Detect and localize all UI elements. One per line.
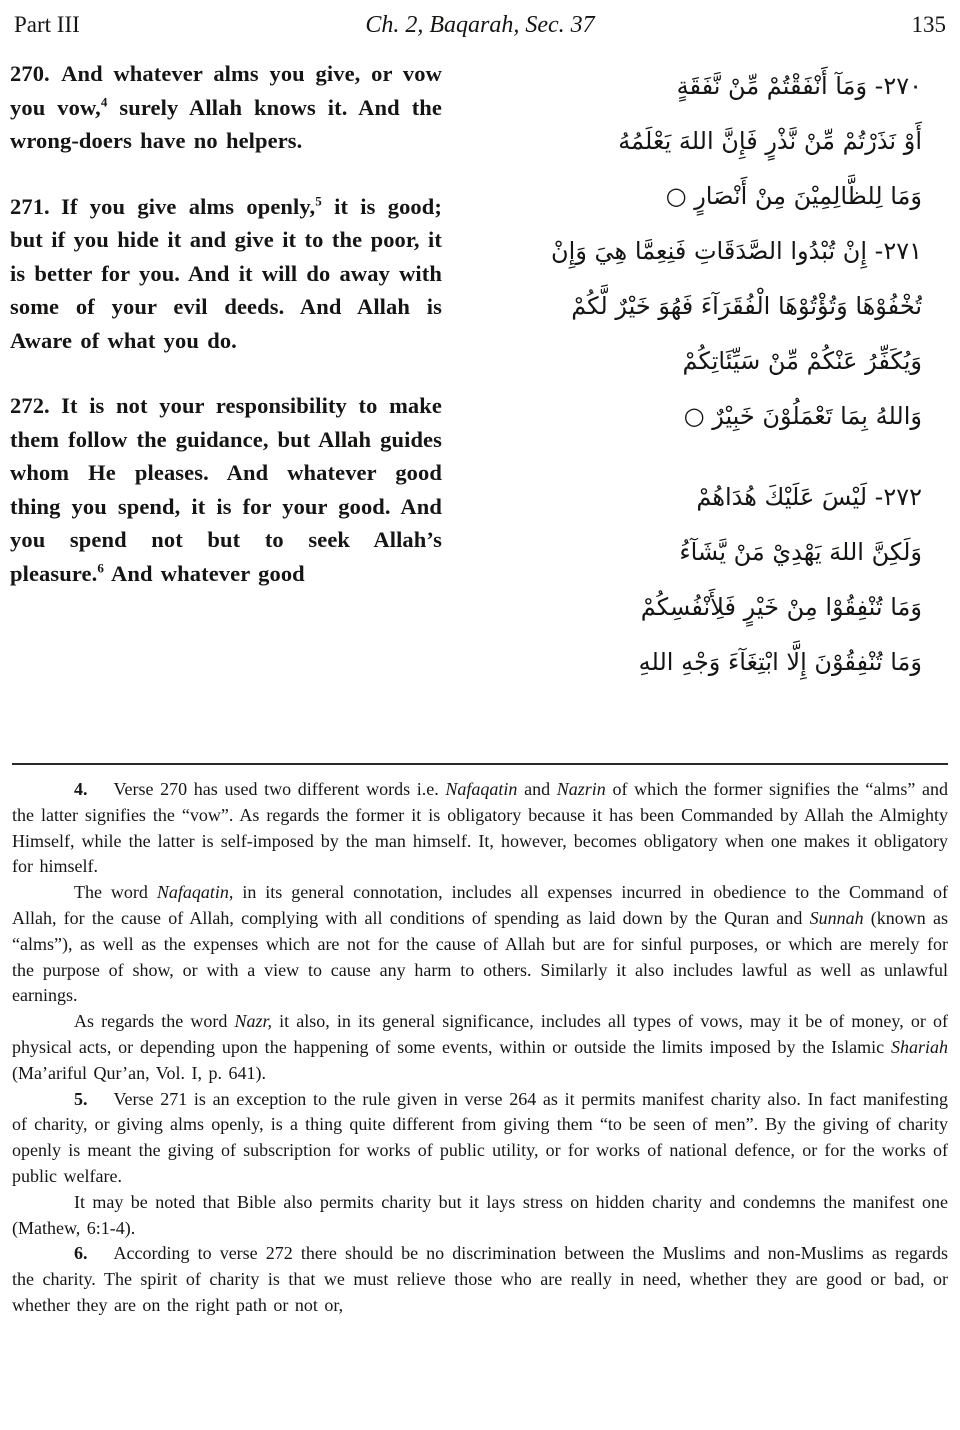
- arabic-line: وَمَا لِلظَّالِمِيْنَ مِنْ أَنْصَارٍ ○: [665, 182, 922, 210]
- verse-272-english: 272. It is not your responsibility to make them follow the guidance, but Allah guides whom He pleases. And whatever good thing you spend, it is for your good. And you spend not but to seek Allah’s pleasure.$^6$ And whatever good: [10, 393, 442, 586]
- verse-271-arabic: [442, 224, 922, 444]
- arabic-line: تُخْفُوْهَا وَتُؤْتُوْهَا الْفُقَرَآءَ فَهُوَ خَيْرٌ لَّكُمْ: [571, 292, 922, 320]
- footnote-4-paragraph-2: The word Nafaqatin, in its general connotation, includes all expenses incurred in obedience to the Command of Allah, for the cause of Allah, complying with all conditions of spending as laid down by the Quran and Sunnah (known as “alms”), as well as the expenses which are not for the cause of Allah but are for sinful purposes, or which are merely for the purpose of show, or with a view to cause any harm to others. Similarly it also includes lawful as well as unlawful earnings.: [12, 882, 948, 1006]
- arabic-line: وَلَكِنَّ اللهَ يَهْدِيْ مَنْ يَّشَآءُ: [679, 538, 922, 566]
- arabic-line: ٢٧٠- وَمَآ أَنْفَقْتُمْ مِّنْ نَّفَقَةٍ: [676, 72, 922, 100]
- arabic-line: وَيُكَفِّرُ عَنْكُمْ مِّنْ سَيِّئَاتِكُمْ: [682, 347, 922, 375]
- arabic-line: وَاللهُ بِمَا تَعْمَلُوْنَ خَبِيْرٌ ○: [683, 402, 922, 430]
- part-label: Part III: [14, 12, 80, 37]
- footnote-4-paragraph-3: As regards the word Nazr, it also, in its general significance, includes all types of vows, may it be of money, or of physical acts, or depending upon the happening of some events, within or outside the limits imposed by the Islamic Shariah (Ma’ariful Qur’an, Vol. I, p. 641).: [12, 1011, 948, 1083]
- footnote-4-paragraph-1: 4. Verse 270 has used two different words i.e. Nafaqatin and Nazrin of which the former signifies the “alms” and the latter signifies the “vow”. As regards the former it is obligatory because it has been Commanded by Allah the Almighty Himself, while the latter is self-imposed by the man himself. It, however, becomes obligatory when one makes it obligatory for himself.: [12, 779, 948, 877]
- footnote-6-paragraph-1: 6. According to verse 272 there should be no discrimination between the Muslims and non-Muslims as regards the charity. The spirit of charity is that we must relieve those who are really in need, whether they are good or bad, or whether they are on the right path or not or,: [12, 1243, 948, 1315]
- arabic-line: ٢٧١- إِنْ تُبْدُوا الصَّدَقَاتِ فَنِعِمَّا هِيَ وَإِنْ: [551, 237, 922, 265]
- english-translation-column: [10, 57, 442, 757]
- arabic-line: ٢٧٢- لَيْسَ عَلَيْكَ هُدَاهُمْ: [696, 483, 922, 511]
- arabic-line: أَوْ نَذَرْتُمْ مِّنْ نَّذْرٍ فَإِنَّ اللهَ يَعْلَمُهُ: [618, 127, 922, 155]
- footnote-divider: [12, 763, 948, 765]
- verse-270-english: 270. And whatever alms you give, or vow you vow,$^4$ surely Allah knows it. And the wrong-doers have no helpers.: [10, 61, 442, 153]
- verse-272-arabic: [442, 470, 922, 690]
- verse-section: [10, 57, 950, 757]
- page-number: 135: [911, 12, 946, 37]
- verse-271-english: 271. If you give alms openly,$^5$ it is good; but if you hide it and give it to the poor, it is better for you. And it will do away with some of your evil deeds. And Allah is Aware of what you do.: [10, 193, 442, 353]
- arabic-line: وَمَا تُنْفِقُوْا مِنْ خَيْرٍ فَلِأَنْفُسِكُمْ: [640, 593, 922, 621]
- arabic-text-column: [442, 57, 950, 757]
- footnotes-section: [10, 777, 950, 1319]
- verse-270-arabic: [442, 59, 922, 224]
- page-header: [10, 8, 950, 45]
- arabic-line: وَمَا تُنْفِقُوْنَ إِلَّا ابْتِغَآءَ وَجْهِ اللهِ: [638, 648, 922, 676]
- footnote-5-paragraph-1: 5. Verse 271 is an exception to the rule given in verse 264 as it permits manifest charity also. In fact manifesting of charity, or giving alms openly, is a thing quite different from giving them “to be seen of men”. By the giving of charity openly is meant the giving of subscription for works of public utility, or for works of national defence, or for the works of public welfare.: [12, 1088, 948, 1186]
- chapter-title: Ch. 2, Baqarah, Sec. 37: [365, 12, 595, 38]
- footnote-5-paragraph-2: It may be noted that Bible also permits charity but it lays stress on hidden charity and condemns the manifest one (Mathew, 6:1-4).: [12, 1191, 948, 1238]
